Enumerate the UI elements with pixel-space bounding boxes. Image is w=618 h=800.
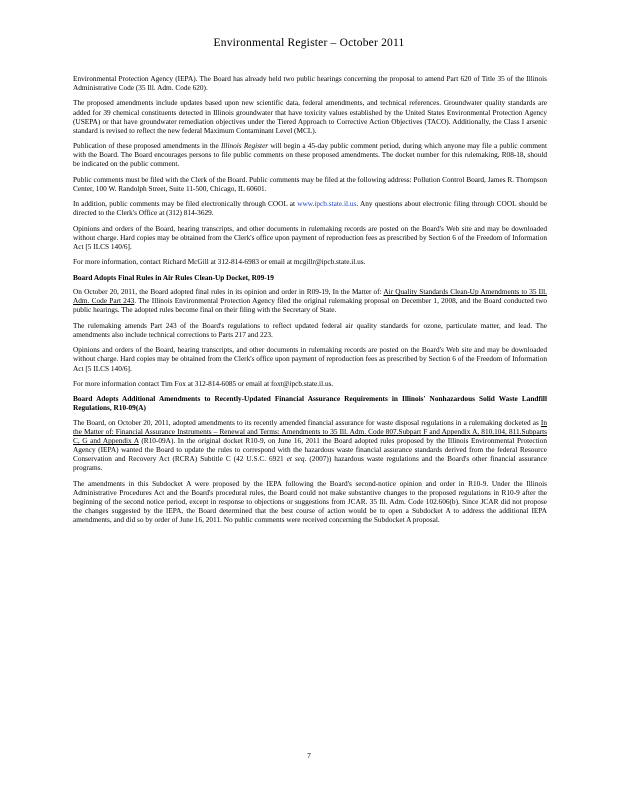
text-segment: . The Illinois Environmental Protection Agency filed the original rulemaking proposal on December 1, 2008, and the Board conducted two public hearings. The adopted rules become final on their filing with the Secretary of State. (73, 296, 547, 315)
paragraph-contact-mcgill: For more information, contact Richard McGill at 312-814-6983 or email at mcgillr@ipcb.state.il.us. (73, 257, 366, 267)
paragraph-part-243: The rulemaking amends Part 243 of the Board's regulations to reflect updated federal air quality standards for ozone, particulate matter, and lead. The amendments also include technical corrections to Parts 217 and 223. (73, 320, 547, 339)
document-body (73, 74, 547, 531)
text-segment: will begin a 45-day public comment period, during which anyone may file a public comment with the Board. The Board encourages persons to file public comments on these proposed amendments. The docket number for this rulemaking, R08-18, should be indicated on the public comment. (73, 141, 547, 169)
register-title: Illinois Register (220, 141, 269, 151)
paragraph-subdocket-a: The amendments in this Subdocket A were proposed by the IEPA following the Board's second-notice opinion and order in R10-9. Under the Illinois Administrative Procedures Act and the Board's procedural rules, the Board could not make substantive changes to the proposed regulations in R10-9 after the beginning of the second notice period, except in response to objections or suggestions from JCAR. 35 Ill. Adm. Code 102.606(b). Since JCAR did not propose the changes suggested by the IEPA, the Board determined that the best course of action would be to open a Subdocket A to address the additional IEPA amendments, and did so by order of June 16, 2011. No public comments were received concerning the Subdocket A proposal. (73, 478, 547, 525)
page-number: 7 (307, 751, 311, 760)
text-segment: Publication of these proposed amendments in the (73, 141, 221, 151)
paragraph-contact-fox: For more information contact Tim Fox at 312-814-6085 or email at foxt@ipcb.state.il.us. (73, 378, 334, 388)
page-header: Environmental Register – October 2011 (213, 37, 405, 49)
cool-website-link[interactable]: www.ipcb.state.il.us (297, 199, 357, 209)
heading-financial-assurance: Board Adopts Additional Amendments to Recently-Updated Financial Assurance Requirements in Illinois' Nonhazardous Solid Waste Landfill Regulations, R10-09(A) (73, 394, 547, 413)
paragraph-publication (73, 141, 547, 168)
italic-term: et seq. (286, 454, 307, 464)
text-segment: The Board, on October 20, 2011, adopted amendments to its recently amended financial assurance for waste disposal regulations in a rulemaking docketed as (73, 417, 541, 427)
text-segment: (2007)) hazardous waste regulations and the Board's other financial assurance programs. (73, 454, 547, 473)
paragraph-opinions-orders: Opinions and orders of the Board, hearing transcripts, and other documents in rulemaking records are posted on the Board's Web site and may be downloaded without charge. Hard copies may be obtained from the Clerk's office upon payment of reproduction fees as prescribed by Section 6 of the Freedom of Information Act [5 ILCS 140/6]. (73, 223, 547, 251)
text-segment: In addition, public comments may be filed electronically through COOL at (73, 199, 298, 209)
paragraph-iepa-hearings: Environmental Protection Agency (IEPA). The Board has already held two public hearings concerning the proposal to amend Part 620 of Title 35 of the Illinois Administrative Code (35 Ill. Adm. Code 620). (73, 74, 547, 93)
case-title: In the Matter of: Financial Assurance Instruments – Renewal and Terms: Amendments to 35 Ill. Adm. Code 807.Subpart F and Appendix A, 810.104, 811.Subparts C, G and Appendix A (73, 417, 547, 446)
heading-air-rules: Board Adopts Final Rules in Air Rules Clean-Up Docket, R09-19 (73, 272, 274, 282)
text-segment: On October 20, 2011, the Board adopted final rules in its opinion and order in R09-19, In the Matter of: (73, 287, 384, 297)
paragraph-air-rules-adopted (73, 287, 547, 314)
paragraph-financial-assurance-adopted (73, 418, 547, 473)
text-segment: (R10-09A). In the original docket R10-9, on June 16, 2011 the Board adopted rules proposed by the Illinois Environmental Protection Agency (IEPA) wanted the Board to update the rules to correspond with the hazardous waste financial assurance standards derived from the federal Resource Conservation and Recovery Act (RCRA) Subtitle C (42 U.S.C. 6921 (73, 436, 547, 464)
paragraph-opinions-orders-2: Opinions and orders of the Board, hearing transcripts, and other documents in rulemaking records are posted on the Board's Web site and may be downloaded without charge. Hard copies may be obtained from the Clerk's office upon payment of reproduction fees as prescribed by Section 6 of the Freedom of Information Act [5 ILCS 140/6]. (73, 345, 547, 373)
text-segment: . Any questions about electronic filing through COOL should be directed to the Clerk's Office at (312) 814-3629. (73, 199, 548, 218)
paragraph-proposed-amendments: The proposed amendments include updates based upon new scientific data, federal amendments, and technical references. Groundwater quality standards are added for 39 chemical constituents detected in Illinois groundwater that have toxicity values established by the United States Environmental Protection Agency (USEPA) or that have groundwater remediation objectives under the Tiered Approach to Corrective Action Objectives (TACO). Additionally, the Class I arsenic standard is revised to reflect the new federal Maximum Contaminant Level (MCL). (73, 98, 547, 135)
paragraph-public-comments-address: Public comments must be filed with the Clerk of the Board. Public comments may be filed at the following address: Pollution Control Board, James R. Thompson Center, 100 W. Randolph Street, Suite 11-500, Chicago, IL 60601. (73, 174, 547, 193)
case-title: Air Quality Standards Clean-Up Amendments to 35 Ill. Adm. Code Part 243 (73, 287, 547, 306)
paragraph-electronic-filing (73, 199, 547, 217)
